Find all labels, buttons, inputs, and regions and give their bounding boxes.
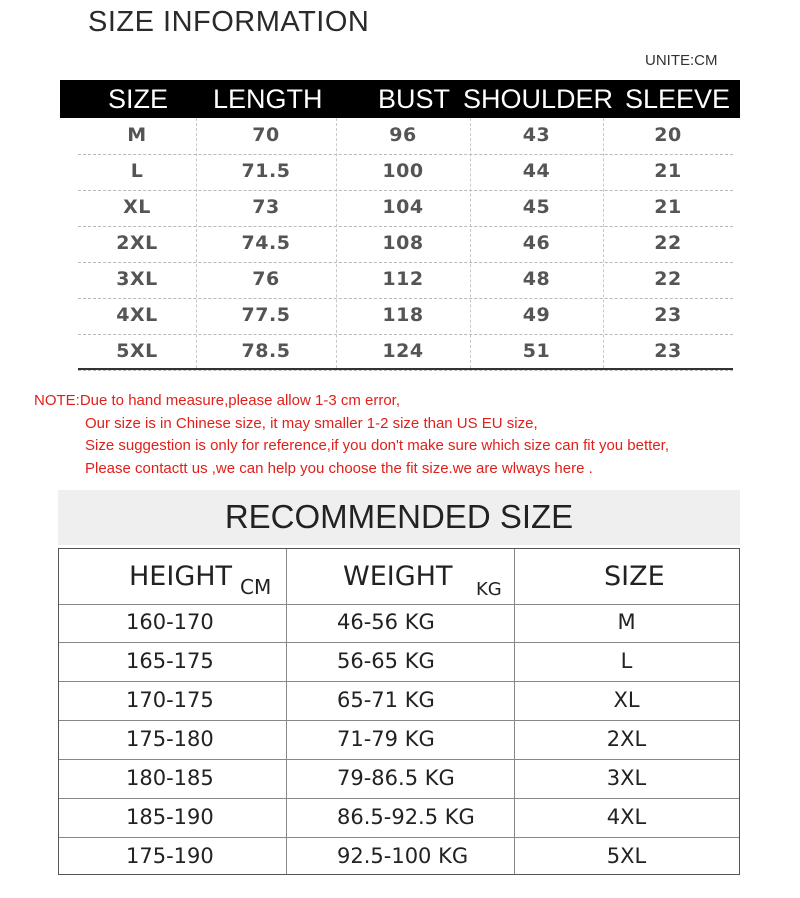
table-cell: 22 xyxy=(654,268,682,290)
table-cell: 20 xyxy=(654,124,682,146)
table-cell: 48 xyxy=(522,268,551,290)
table-cell: L xyxy=(130,160,144,182)
recommended-size-title: RECOMMENDED SIZE xyxy=(224,498,574,535)
table-cell: 76 xyxy=(252,268,280,290)
table-row xyxy=(78,262,733,299)
table-row xyxy=(78,334,733,371)
table-cell: 70 xyxy=(252,124,280,146)
table-cell: 165-175 xyxy=(126,649,214,673)
table-row xyxy=(59,721,739,760)
header-height-unit: CM xyxy=(240,575,272,599)
table-cell: 71-79 KG xyxy=(337,727,435,751)
table-cell: M xyxy=(127,124,147,146)
table-row xyxy=(59,799,739,838)
header-length: LENGTH xyxy=(213,84,323,114)
table-cell: 23 xyxy=(654,340,682,362)
table-row xyxy=(78,190,733,227)
table-cell: 4XL xyxy=(116,304,158,326)
table-cell: 175-190 xyxy=(126,844,214,868)
note-text xyxy=(34,390,794,480)
table-cell: XL xyxy=(613,688,640,712)
table-cell: 4XL xyxy=(606,805,647,829)
recommended-title-bar xyxy=(58,490,740,545)
table-cell: 21 xyxy=(654,196,682,218)
note-line: Size suggestion is only for reference,if you don't make sure which size can fit you better, xyxy=(85,437,669,454)
table-cell: 45 xyxy=(522,196,551,218)
size-table-header xyxy=(60,80,740,118)
table-row xyxy=(59,643,739,682)
table-cell: 46 xyxy=(522,232,551,254)
note-line: NOTE:Due to hand measure,please allow 1-3 cm error, xyxy=(34,392,400,409)
header-height: HEIGHT xyxy=(129,561,233,592)
note-line: Please contactt us ,we can help you choose the fit size.we are wlways here . xyxy=(85,459,593,477)
table-cell: 51 xyxy=(522,340,551,362)
table-cell: 23 xyxy=(654,304,682,326)
table-cell: 56-65 KG xyxy=(337,649,435,673)
table-cell: 124 xyxy=(382,340,424,362)
table-cell: L xyxy=(620,649,633,673)
table-cell: 5XL xyxy=(606,844,647,868)
table-cell: 22 xyxy=(654,232,682,254)
table-cell: M xyxy=(617,610,636,634)
table-cell: 43 xyxy=(522,124,551,146)
table-row xyxy=(59,838,739,874)
table-cell: 77.5 xyxy=(241,304,291,326)
table-cell: 74.5 xyxy=(241,232,291,254)
table-cell: XL xyxy=(123,196,151,218)
size-table-body xyxy=(78,118,733,368)
table-cell: 118 xyxy=(382,304,424,326)
recommended-header-row xyxy=(59,549,739,605)
header-shoulder: SHOULDER xyxy=(463,84,614,114)
table-cell: 49 xyxy=(522,304,551,326)
table-cell: 73 xyxy=(252,196,280,218)
note-line: Our size is in Chinese size, it may smaller 1-2 size than US EU size, xyxy=(85,414,538,432)
table-row xyxy=(59,760,739,799)
table-cell: 185-190 xyxy=(126,805,214,829)
table-cell: 160-170 xyxy=(126,610,214,634)
size-table-bottom-rule xyxy=(78,368,733,370)
table-cell: 170-175 xyxy=(126,688,214,712)
table-row xyxy=(78,298,733,335)
header-weight-unit: KG xyxy=(476,579,502,600)
unit-label: UNITE:CM xyxy=(645,52,718,69)
table-cell: 104 xyxy=(382,196,424,218)
table-cell: 180-185 xyxy=(126,766,214,790)
table-cell: 46-56 KG xyxy=(337,610,435,634)
table-cell: 78.5 xyxy=(241,340,291,362)
header-weight: WEIGHT xyxy=(343,561,453,592)
table-row xyxy=(78,154,733,191)
header-size: SIZE xyxy=(604,561,665,592)
table-cell: 71.5 xyxy=(241,160,291,182)
header-bust: BUST xyxy=(378,84,451,114)
table-cell: 3XL xyxy=(116,268,158,290)
table-row xyxy=(78,226,733,263)
table-cell: 21 xyxy=(654,160,682,182)
table-cell: 3XL xyxy=(606,766,647,790)
size-information-title: SIZE INFORMATION xyxy=(88,6,370,38)
table-cell: 100 xyxy=(382,160,424,182)
table-cell: 79-86.5 KG xyxy=(337,766,455,790)
table-row xyxy=(59,682,739,721)
table-cell: 44 xyxy=(522,160,551,182)
table-cell: 92.5-100 KG xyxy=(337,844,469,868)
table-cell: 175-180 xyxy=(126,727,214,751)
recommended-size-table xyxy=(58,548,740,875)
header-sleeve: SLEEVE xyxy=(625,84,731,114)
table-cell: 2XL xyxy=(116,232,158,254)
table-cell: 108 xyxy=(382,232,424,254)
table-cell: 86.5-92.5 KG xyxy=(337,805,475,829)
table-cell: 96 xyxy=(389,124,417,146)
table-cell: 112 xyxy=(382,268,424,290)
table-cell: 2XL xyxy=(606,727,647,751)
table-row xyxy=(59,604,739,643)
table-cell: 5XL xyxy=(116,340,158,362)
table-cell: 65-71 KG xyxy=(337,688,435,712)
table-row xyxy=(78,118,733,155)
header-size: SIZE xyxy=(108,84,169,114)
